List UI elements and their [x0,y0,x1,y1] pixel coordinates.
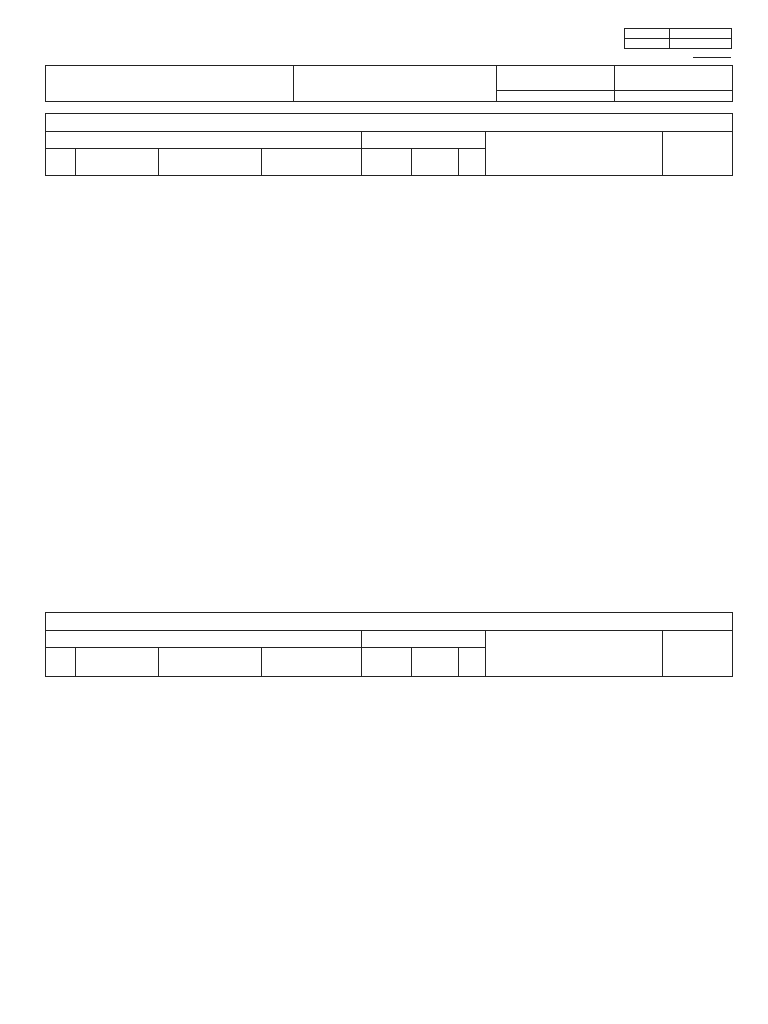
probability-header [362,648,412,677]
table-1-title [46,114,733,132]
severity-header [412,648,459,677]
control-measures-header [486,132,663,176]
hazard-identification-header [46,631,362,648]
project-location-cell [46,66,294,102]
table-2-title [46,613,733,631]
form-no-value [670,29,732,39]
hazard-header [159,648,262,677]
severity-header [412,149,459,176]
probability-header [362,149,412,176]
job-sequence-header [76,149,159,176]
risk-header [459,648,486,677]
risk-table-1 [45,113,733,176]
control-measures-header [486,631,663,677]
potential-risk-header [262,149,362,176]
no-header [46,149,76,176]
job-sequence-header [76,648,159,677]
rev-label [625,39,670,49]
prepared-date-cell [497,91,615,102]
risk-assessment-header [362,132,486,149]
potential-risk-header [262,648,362,677]
risk-assessment-header [362,631,486,648]
job-name-cell [294,66,497,102]
risk-header [459,149,486,176]
hazard-identification-header [46,132,362,149]
reviewed-date-cell [615,91,733,102]
responsibility-header [663,132,733,176]
rev-value [670,39,732,49]
risk-table-2 [45,612,733,677]
form-no-label [625,29,670,39]
rev-no-line [693,57,731,58]
reviewed-by-cell [615,66,733,91]
project-info-table [45,65,733,102]
form-number-box [624,28,732,49]
no-header [46,648,76,677]
hazard-header [159,149,262,176]
responsibility-header [663,631,733,677]
prepared-by-cell [497,66,615,91]
